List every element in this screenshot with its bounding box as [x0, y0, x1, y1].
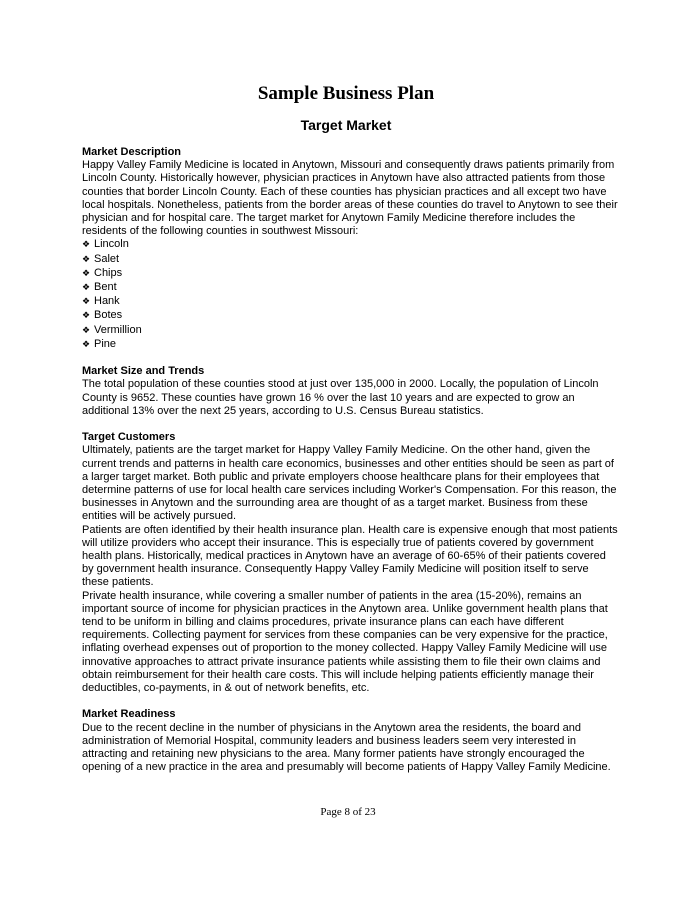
target-customers-paragraph: Ultimately, patients are the target market for Happy Valley Family Medicine. On the other hand, given the current trends and patterns in health care economics, businesses and other entities should be seen as part of a larger target market. Both public and private employers choose healthcare plans for their employees that determine patterns of use for local health care services including Worker's Compensation. For this reason, the businesses in Anytown and the surrounding area are thought of as a target market. Business from these entities will be actively pursued. [82, 444, 617, 523]
county-name: Vermillion [94, 323, 142, 336]
county-name: Hank [94, 295, 120, 308]
list-item [82, 338, 618, 352]
market-description-paragraph: Happy Valley Family Medicine is located in Anytown, Missouri and consequently draws patients primarily from Lincoln County. Historically however, physician practices in Anytown have also attracted patients from those counties that border Lincoln County. Each of these counties has physician practices and all except two have local hospitals. Nonetheless, patients from the border areas of these counties do travel to Anytown to see their physician and for hospital care. The target market for Anytown Family Medicine therefore includes the residents of the following counties in southwest Missouri: [82, 159, 618, 238]
county-name: Botes [94, 309, 123, 322]
section-title: Target Market [300, 117, 392, 133]
list-item [82, 295, 618, 309]
county-list [82, 238, 618, 352]
section-spacer [82, 352, 618, 365]
list-item [82, 324, 618, 338]
bullet-diamond-icon: ❖ [82, 283, 91, 294]
list-item [82, 281, 618, 295]
document-title: Sample Business Plan [257, 83, 435, 104]
market-description-section [82, 146, 618, 352]
list-item [82, 238, 618, 252]
county-name: Pine [94, 337, 117, 350]
bullet-diamond-icon: ❖ [82, 240, 91, 251]
market-size-paragraph: The total population of these counties stood at just over 135,000 in 2000. Locally, the population of Lincoln County is 9652. These counties have grown 16 % over the last 10 years and are expected to grow an additional 13% over the next 25 years, according to U.S. Census Bureau statistics. [82, 378, 599, 417]
bullet-diamond-icon: ❖ [82, 311, 91, 322]
bullet-diamond-icon: ❖ [82, 254, 91, 265]
page-number-footer: Page 8 of 23 [320, 806, 376, 818]
target-customers-heading: Target Customers [82, 431, 176, 444]
target-customers-paragraph: Patients are often identified by their health insurance plan. Health care is expensive enough that most patients will utilize providers who accept their insurance. This is especially true of patients covered by government health plans. Historically, medical practices in Anytown have an average of 60-65% of their patients covered by government health insurance. Consequently Happy Valley Family Medicine will position itself to serve these patients. [82, 523, 618, 589]
market-size-section [82, 365, 618, 418]
market-size-heading: Market Size and Trends [82, 365, 205, 378]
section-spacer [82, 418, 618, 431]
bullet-diamond-icon: ❖ [82, 325, 91, 336]
document-body [82, 146, 618, 775]
list-item [82, 309, 618, 323]
bullet-diamond-icon: ❖ [82, 297, 91, 308]
bullet-diamond-icon: ❖ [82, 268, 91, 279]
county-name: Chips [94, 266, 123, 279]
target-customers-section [82, 431, 618, 695]
market-readiness-section [82, 708, 618, 774]
county-name: Salet [94, 252, 120, 265]
county-name: Bent [94, 281, 117, 294]
market-readiness-paragraph: Due to the recent decline in the number of physicians in the Anytown area the residents, the board and administration of Memorial Hospital, community leaders and business leaders seem very interested in attracting and retaining new physicians to the area. Many former patients have strongly encouraged the opening of a new practice in the area and presumably will become patients of Happy Valley Family Medicine. [82, 721, 611, 774]
county-name: Lincoln [94, 238, 129, 251]
section-spacer [82, 695, 618, 708]
list-item [82, 253, 618, 267]
target-customers-paragraph: Private health insurance, while covering a smaller number of patients in the area (15-20%), remains an important source of income for physician practices in the Anytown area. Unlike government health plans that tend to be uniform in billing and claims procedures, private insurance plans can each have different requirements. Collecting payment for services from these companies can be very expensive for the practice, inflating overhead expenses out of proportion to the money collected. Happy Valley Family Medicine will use innovative approaches to attract private insurance patients while assisting them to file their own claims and obtain reimbursement for their health care costs. This will include helping patients efficiently manage their deductibles, co-payments, in & out of network benefits, etc. [82, 589, 608, 695]
list-item [82, 267, 618, 281]
bullet-diamond-icon: ❖ [82, 339, 91, 350]
market-description-heading: Market Description [82, 146, 182, 158]
market-readiness-heading: Market Readiness [82, 708, 176, 721]
